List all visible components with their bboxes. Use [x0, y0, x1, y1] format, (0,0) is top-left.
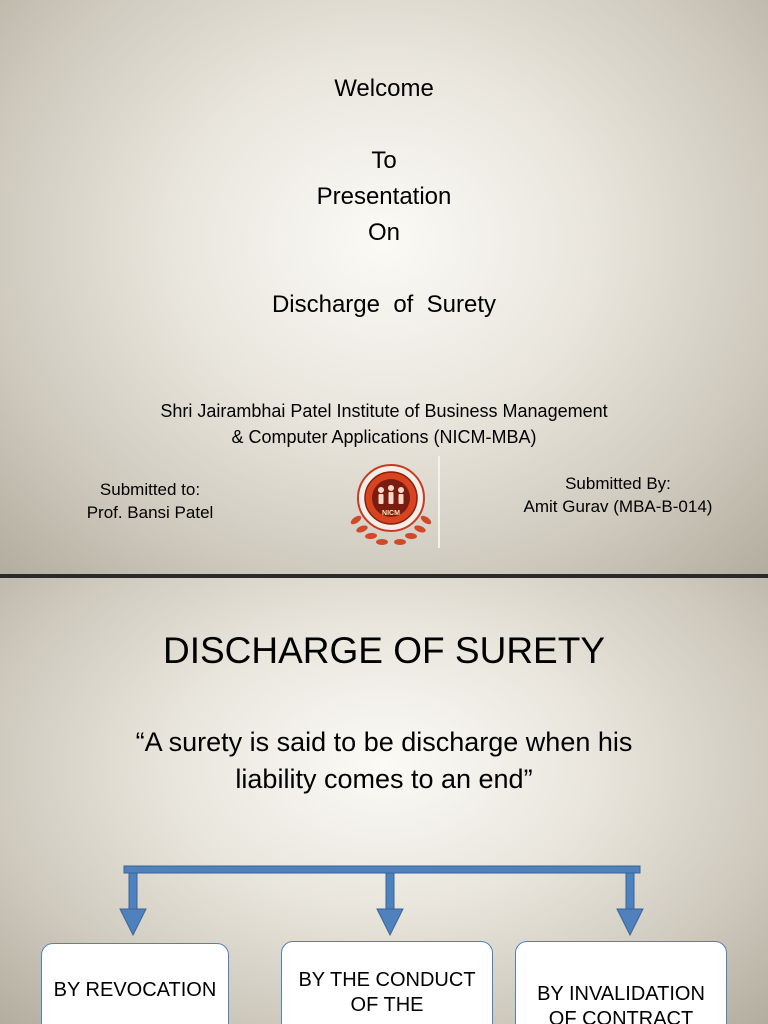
- branch-box-invalidation: [515, 941, 727, 1024]
- presentation-text: Presentation: [316, 183, 452, 210]
- branch-box-line: OF CONTRACT: [548, 1008, 694, 1024]
- content-slide: [0, 578, 768, 1024]
- branch-box-line: OF THE: [350, 994, 424, 1016]
- on-text: On: [367, 219, 400, 246]
- slide-heading: DISCHARGE OF SURETY: [163, 630, 605, 671]
- nicm-logo-icon: [344, 462, 438, 548]
- submitted-by-block: [523, 472, 768, 518]
- submitted-to-label: Submitted to:: [99, 480, 201, 499]
- institute-line-2: & Computer Applications (NICM-MBA): [231, 427, 537, 447]
- hierarchy-connector: [0, 863, 768, 953]
- submitted-by-name: Amit Gurav (MBA-B-014): [523, 497, 713, 516]
- logo-text: NICM: [382, 510, 400, 517]
- institute-line-1: Shri Jairambhai Patel Institute of Business Management: [160, 401, 608, 421]
- branch-box-line: BY INVALIDATION: [537, 983, 705, 1005]
- branch-box-revocation: [41, 943, 229, 1024]
- logo-divider: [438, 456, 440, 548]
- submitted-to-name: Prof. Bansi Patel: [86, 503, 214, 522]
- quote-line-1: “A surety is said to be discharge when his: [135, 727, 633, 757]
- submitted-by-label: Submitted By:: [565, 474, 671, 493]
- topic-text: Discharge of Surety: [271, 291, 497, 318]
- branch-box-line: BY REVOCATION: [53, 979, 217, 1001]
- welcome-text: Welcome: [334, 75, 434, 102]
- to-text: To: [371, 147, 397, 174]
- branch-box-line: BY THE CONDUCT: [298, 969, 476, 991]
- branch-box-conduct: [281, 941, 493, 1024]
- quote-line-2: liability comes to an end”: [235, 764, 533, 794]
